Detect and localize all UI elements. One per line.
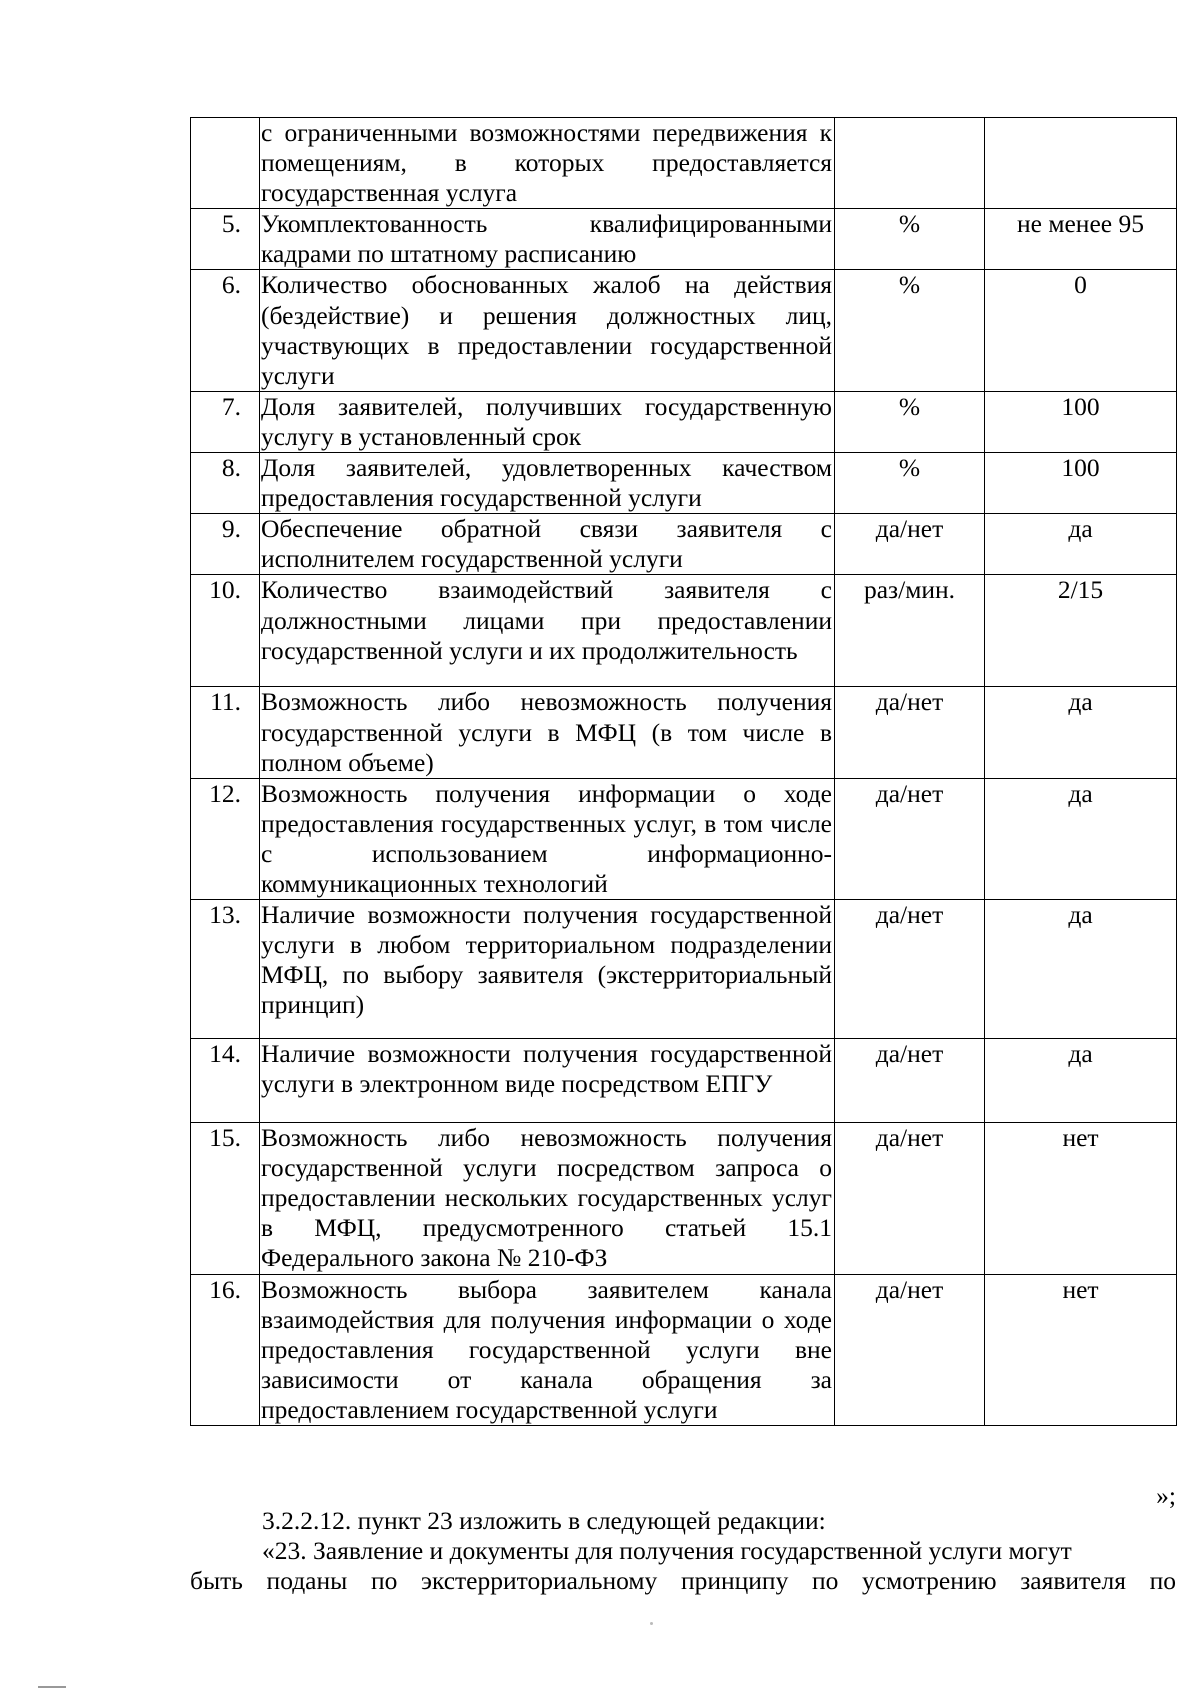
row-number	[191, 118, 260, 209]
indicator-value: да	[985, 687, 1177, 778]
table-row	[191, 687, 1177, 778]
indicator-name: Количество взаимодействий заявителя с должностными лицами при предоставлении государственной услуги и их продолжительность	[260, 575, 835, 687]
unit-of-measure: да/нет	[835, 778, 985, 899]
row-number: 5.	[191, 209, 260, 270]
indicator-value: 2/15	[985, 575, 1177, 687]
indicator-value: 0	[985, 270, 1177, 391]
table-row	[191, 391, 1177, 452]
indicator-name: Количество обоснованных жалоб на действия (бездействие) и решения должностных лиц, участвующих в предоставлении государственной услуги	[260, 270, 835, 391]
row-number: 12.	[191, 778, 260, 899]
indicator-name: Возможность либо невозможность получения государственной услуги в МФЦ (в том числе в полном объеме)	[260, 687, 835, 778]
row-number: 8.	[191, 453, 260, 514]
row-number: 6.	[191, 270, 260, 391]
indicator-name: Возможность либо невозможность получения государственной услуги посредством запроса о предоставлении нескольких государственных услуг в МФЦ, предусмотренного статьей 15.1 Федерального закона № 210-ФЗ	[260, 1123, 835, 1274]
table-row	[191, 270, 1177, 391]
indicator-name: Наличие возможности получения государственной услуги в электронном виде посредством ЕПГУ	[260, 1039, 835, 1123]
indicator-value: нет	[985, 1123, 1177, 1274]
indicator-value: да	[985, 1039, 1177, 1123]
table-row	[191, 900, 1177, 1039]
row-number: 10.	[191, 575, 260, 687]
unit-of-measure: да/нет	[835, 1039, 985, 1123]
indicator-value: 100	[985, 453, 1177, 514]
table-row	[191, 1039, 1177, 1123]
unit-of-measure: да/нет	[835, 900, 985, 1039]
unit-of-measure: %	[835, 270, 985, 391]
paragraph-23-line2: быть поданы по экстерриториальному принципу по усмотрению заявителя по	[190, 1566, 1176, 1595]
row-number: 9.	[191, 514, 260, 575]
indicator-name: Доля заявителей, удовлетворенных качеством предоставления государственной услуги	[260, 453, 835, 514]
row-number: 7.	[191, 391, 260, 452]
indicators-table	[190, 117, 1177, 1426]
row-number: 15.	[191, 1123, 260, 1274]
indicator-name: Возможность выбора заявителем канала взаимодействия для получения информации о ходе предоставления государственной услуги вне зависимости от канала обращения за предоставлением государственной услуги	[260, 1274, 835, 1425]
indicator-name: Обеспечение обратной связи заявителя с исполнителем государственной услуги	[260, 514, 835, 575]
indicator-name: с ограниченными возможностями передвижения к помещениям, в которых предоставляется государственная услуга	[260, 118, 835, 209]
indicator-value: да	[985, 900, 1177, 1039]
unit-of-measure: %	[835, 391, 985, 452]
indicator-name: Укомплектованность квалифицированными кадрами по штатному расписанию	[260, 209, 835, 270]
indicator-value: да	[985, 514, 1177, 575]
row-number: 13.	[191, 900, 260, 1039]
table-row	[191, 514, 1177, 575]
table-row	[191, 118, 1177, 209]
unit-of-measure: да/нет	[835, 1123, 985, 1274]
unit-of-measure: %	[835, 453, 985, 514]
indicator-name: Доля заявителей, получивших государственную услугу в установленный срок	[260, 391, 835, 452]
paragraph-23-line1: «23. Заявление и документы для получения государственной услуги могут	[262, 1536, 1072, 1565]
indicator-name: Возможность получения информации о ходе предоставления государственных услуг, в том числе с использованием информационно-коммуникационных технологий	[260, 778, 835, 899]
table-row	[191, 453, 1177, 514]
unit-of-measure: да/нет	[835, 514, 985, 575]
table-row	[191, 575, 1177, 687]
indicator-name: Наличие возможности получения государственной услуги в любом территориальном подразделении МФЦ, по выбору заявителя (экстерриториальный принцип)	[260, 900, 835, 1039]
indicator-value: да	[985, 778, 1177, 899]
indicator-value: не менее 95	[985, 209, 1177, 270]
indicator-value: 100	[985, 391, 1177, 452]
table-row	[191, 1123, 1177, 1274]
row-number: 14.	[191, 1039, 260, 1123]
unit-of-measure: %	[835, 209, 985, 270]
indicator-value	[985, 118, 1177, 209]
row-number: 11.	[191, 687, 260, 778]
closing-quote: »;	[1156, 1481, 1176, 1510]
unit-of-measure: раз/мин.	[835, 575, 985, 687]
table-row	[191, 1274, 1177, 1425]
table-row	[191, 209, 1177, 270]
indicator-value: нет	[985, 1274, 1177, 1425]
unit-of-measure	[835, 118, 985, 209]
paragraph-3-2-2-12: 3.2.2.12. пункт 23 изложить в следующей редакции:	[262, 1506, 826, 1535]
table-row	[191, 778, 1177, 899]
unit-of-measure: да/нет	[835, 687, 985, 778]
scan-edge-mark	[38, 1686, 66, 1688]
unit-of-measure: да/нет	[835, 1274, 985, 1425]
row-number: 16.	[191, 1274, 260, 1425]
scan-speck	[650, 1622, 653, 1625]
